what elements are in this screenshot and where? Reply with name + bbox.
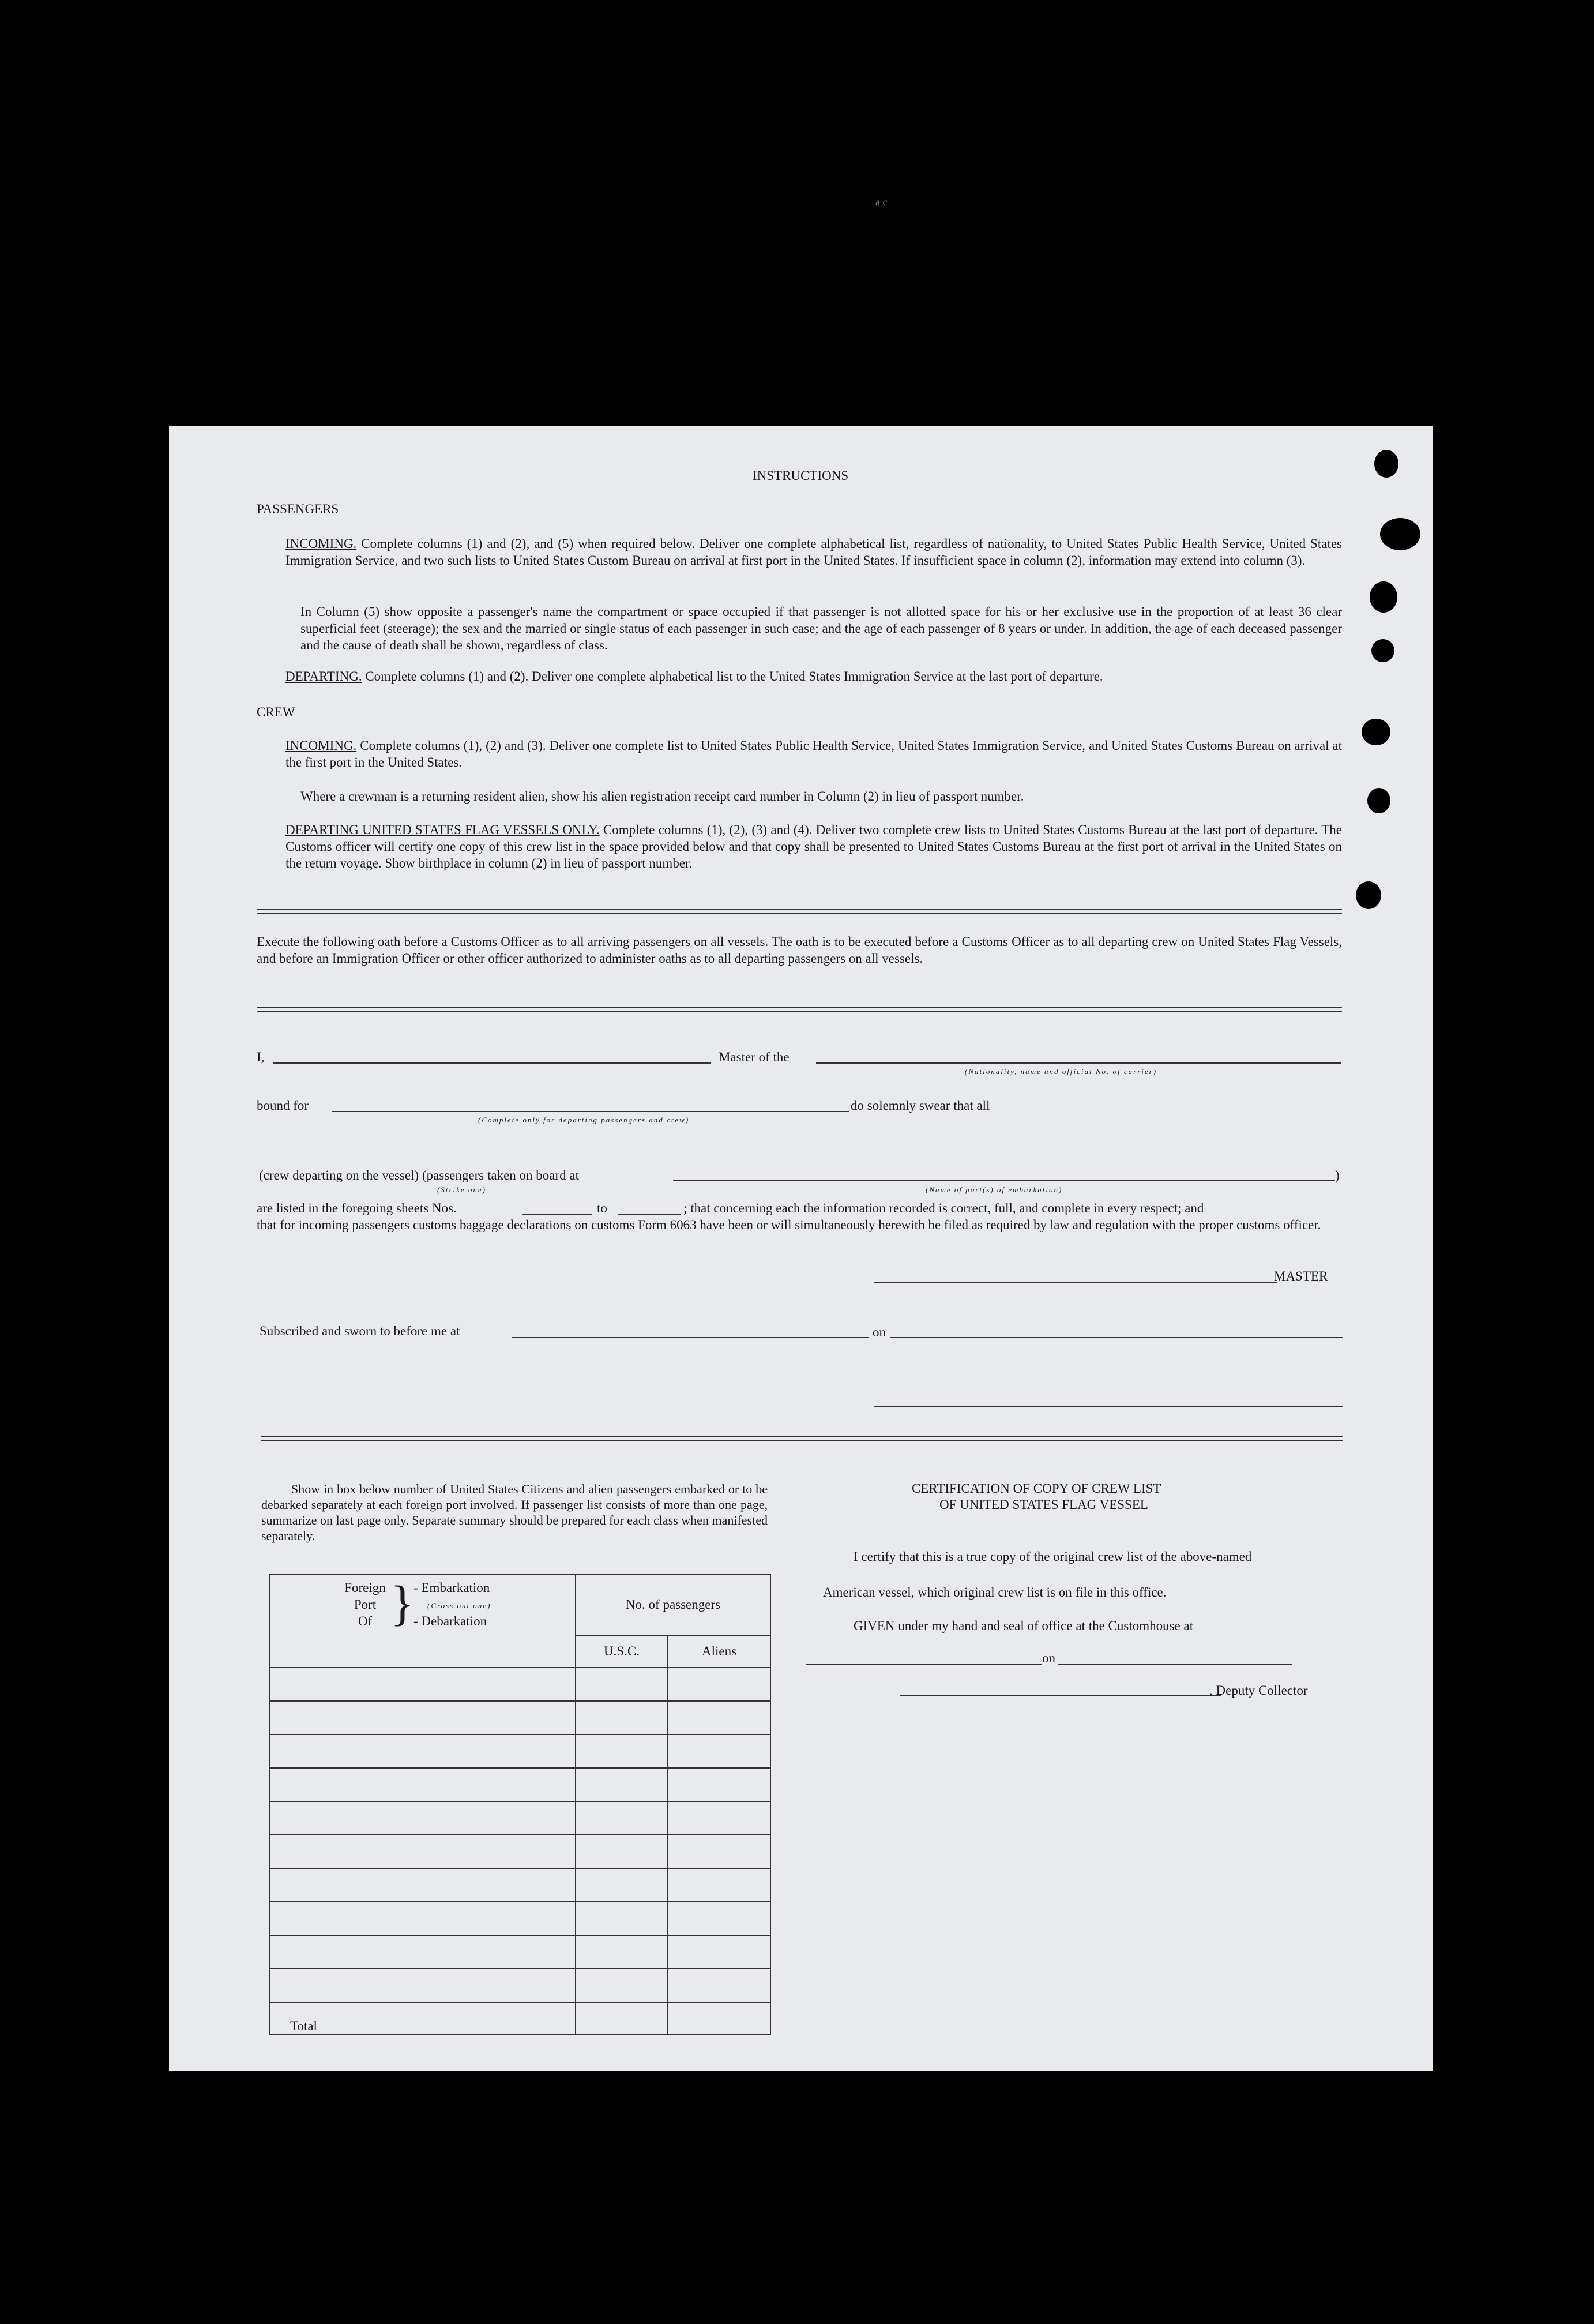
table-row [270,1668,770,1701]
table-row [270,1701,770,1734]
bound-for-label: bound for [257,1098,309,1113]
nationality-hint: (Nationality, name and official No. of carrier) [965,1067,1157,1076]
deputy-signature-field[interactable] [900,1695,1221,1696]
usc-header: U.S.C. [576,1635,668,1668]
divider [261,1436,1343,1441]
crewman-paragraph [300,788,1342,805]
carrier-field[interactable] [816,1062,1341,1064]
usc-cell[interactable] [576,1801,668,1835]
customhouse-field[interactable] [806,1664,1042,1665]
incoming-label: INCOMING. [285,536,357,551]
binder-hole [1362,719,1390,745]
table-row [270,1734,770,1768]
listed-prefix: are listed in the foregoing sheets Nos. [257,1201,457,1215]
cert-date-field[interactable] [1058,1664,1292,1665]
aliens-cell[interactable] [668,1902,770,1935]
table-row [270,1902,770,1935]
usc-cell[interactable] [576,1668,668,1701]
table-row [270,1801,770,1835]
american-text: American vessel, which original crew list is on file in this office. [823,1585,1167,1600]
aliens-cell[interactable] [668,1668,770,1701]
given-text: GIVEN under my hand and seal of office at the Customhouse at [854,1619,1194,1633]
debarkation-label: - Debarkation [413,1614,487,1628]
aliens-cell[interactable] [668,1835,770,1868]
aliens-header: Aliens [668,1635,770,1668]
table-row [270,1868,770,1902]
instructions-title: INSTRUCTIONS [753,468,849,483]
listed-tail: that for incoming passengers customs baggage declarations on customs Form 6063 have been or will simultaneously herewith be filed as required by law and regulation with the proper customs officer. [257,1218,1321,1232]
aliens-cell[interactable] [668,1969,770,2002]
incoming-text: Complete columns (1) and (2), and (5) when required below. Deliver one complete alphabetical list, regardless of nationality, to United States Public Health Service, United States Immigration Service, and two such lists to United States Custom Bureau on arrival at first port in the United States. If insufficient space in column (2), information may extend into column (3). [285,536,1342,568]
usc-cell[interactable] [576,1868,668,1902]
total-row [270,2002,770,2034]
usc-cell[interactable] [576,1969,668,2002]
total-label: Total [270,2002,576,2034]
usc-cell[interactable] [576,1835,668,1868]
strike-hint: (Strike one) [437,1185,487,1194]
binder-hole [1374,450,1398,478]
binder-hole [1371,639,1394,662]
table-row [270,1768,770,1801]
ports-hint: (Name of port(s) of embarkation) [926,1185,1063,1194]
binder-hole [1380,518,1420,550]
binder-hole [1370,581,1397,613]
sheet-from-field[interactable] [522,1214,592,1215]
table-row [270,1935,770,1969]
port-cell[interactable] [270,1701,576,1734]
departing-hint: (Complete only for departing passengers and crew) [478,1116,690,1124]
port-cell[interactable] [270,1868,576,1902]
aliens-total-cell[interactable] [668,2002,770,2034]
to-word: to [597,1201,607,1215]
crewman-text: Where a crewman is a returning resident alien, show his alien registration receipt card number in Column (2) in lieu of passport number. [300,789,1024,804]
top-mark: a c [875,196,888,208]
column5-paragraph [300,603,1342,654]
sworn-date-field[interactable] [890,1337,1343,1338]
crew-incoming-label: INCOMING. [285,738,357,753]
passengers-departing-paragraph [285,668,1342,685]
divider [257,909,1342,914]
port-cell[interactable] [270,1935,576,1969]
port-cell[interactable] [270,1835,576,1868]
embarkation-label: - Embarkation [413,1580,490,1595]
deputy-collector-label: , Deputy Collector [1209,1683,1308,1698]
master-label: MASTER [1274,1269,1328,1283]
oath-i-label: I, [257,1050,265,1064]
oath-intro: Execute the following oath before a Customs Officer as to all arriving passengers on all vessels. The oath is to be executed before a Customs Officer as to all departing crew on United States Flag Vessels, and before an Immigration Officer or other officer authorized to administer oaths as to all departing passengers on all vessels. [257,934,1342,966]
brace: } [390,1575,415,1631]
usc-cell[interactable] [576,1768,668,1801]
aliens-cell[interactable] [668,1701,770,1734]
cross-out-hint: (Cross out one) [427,1601,491,1610]
usc-total-cell[interactable] [576,2002,668,2034]
aliens-cell[interactable] [668,1768,770,1801]
departing-text: Complete columns (1) and (2). Deliver one complete alphabetical list to the United States Immigration Service at the last port of departure. [365,669,1103,684]
no-of-passengers-header: No. of passengers [576,1574,770,1635]
close-paren: ) [1335,1168,1340,1182]
passengers-incoming-paragraph [285,535,1342,569]
column5-text: In Column (5) show opposite a passenger's name the compartment or space occupied if that passenger is not allotted space for his or her exclusive use in the proportion of at least 36 clear superficial feet (steerage); the sex and the married or single status of each passenger in such case; and the age of each passenger of 8 years or under. In addition, the age of each deceased passenger and the cause of death shall be shown, regardless of class. [300,605,1342,652]
cert-on-word: on [1042,1651,1055,1665]
aliens-cell[interactable] [668,1868,770,1902]
crew-heading: CREW [257,705,295,719]
usc-cell[interactable] [576,1935,668,1969]
port-cell[interactable] [270,1801,576,1835]
foreign-label: Foreign [344,1580,386,1595]
certification-title-line1: CERTIFICATION OF COPY OF CREW LIST [912,1481,1161,1496]
port-cell[interactable] [270,1902,576,1935]
certify-text: I certify that this is a true copy of the original crew list of the above-named [854,1549,1252,1564]
binder-hole [1367,788,1390,813]
port-header-cell [270,1574,576,1668]
passengers-heading: PASSENGERS [257,502,339,516]
sworn-on-word: on [873,1325,886,1339]
of-label: Of [358,1614,373,1628]
master-of-the-label: Master of the [719,1050,790,1064]
usc-cell[interactable] [576,1734,668,1768]
master-name-field[interactable] [273,1062,711,1064]
aliens-cell[interactable] [668,1935,770,1969]
divider [257,1007,1342,1012]
usc-cell[interactable] [576,1902,668,1935]
crew-departing-text: Complete columns (1), (2), (3) and (4). Deliver two complete crew lists to United States Customs Bureau at the last port of departure. The Customs officer will certify one copy of this crew list in the space provided below and that copy shall be presented to United States Customs Bureau at the first port of arrival in the United States on the return voyage. Show birthplace in column (2) in lieu of passport number. [285,823,1342,870]
officer-signature-field[interactable] [874,1406,1343,1407]
bound-for-field[interactable] [332,1111,849,1112]
crew-departing-text: (crew departing on the vessel) (passengers taken on board at [259,1168,579,1182]
usc-cell[interactable] [576,1701,668,1734]
crew-departing-label: DEPARTING UNITED STATES FLAG VESSELS ONLY. [285,823,600,837]
aliens-cell[interactable] [668,1801,770,1835]
master-signature-field[interactable] [874,1282,1277,1283]
port-cell[interactable] [270,1768,576,1801]
binder-hole [1356,881,1381,909]
crew-incoming-paragraph [285,737,1342,771]
table-row [270,1835,770,1868]
sheet-to-field[interactable] [618,1214,681,1215]
table-row [270,1969,770,2002]
sworn-place-field[interactable] [512,1337,869,1338]
ports-field[interactable] [673,1180,1335,1181]
do-solemnly-text: do solemnly swear that all [851,1098,990,1113]
crew-departing-paragraph [285,821,1342,872]
certification-title-line2: OF UNITED STATES FLAG VESSEL [939,1497,1148,1512]
listed-rest: ; that concerning each the information recorded is correct, full, and complete in every respect; and [683,1201,1204,1215]
aliens-cell[interactable] [668,1734,770,1768]
departing-label: DEPARTING. [285,669,362,684]
crew-incoming-text: Complete columns (1), (2) and (3). Deliver one complete list to United States Public Health Service, United States Immigration Service, and United States Customs Bureau on arrival at the first port in the United States. [285,738,1343,769]
port-cell[interactable] [270,1668,576,1701]
passenger-summary-table [269,1574,771,2035]
summary-instructions: Show in box below number of United States Citizens and alien passengers embarked or to be debarked separately at each foreign port involved. If passenger list consists of more than one page, summarize on last page only. Separate summary should be prepared for each class when manifested separately. [261,1482,768,1543]
port-cell[interactable] [270,1734,576,1768]
form-page [169,426,1433,2071]
port-label: Port [354,1597,377,1612]
subscribed-text: Subscribed and sworn to before me at [260,1324,460,1338]
port-cell[interactable] [270,1969,576,2002]
